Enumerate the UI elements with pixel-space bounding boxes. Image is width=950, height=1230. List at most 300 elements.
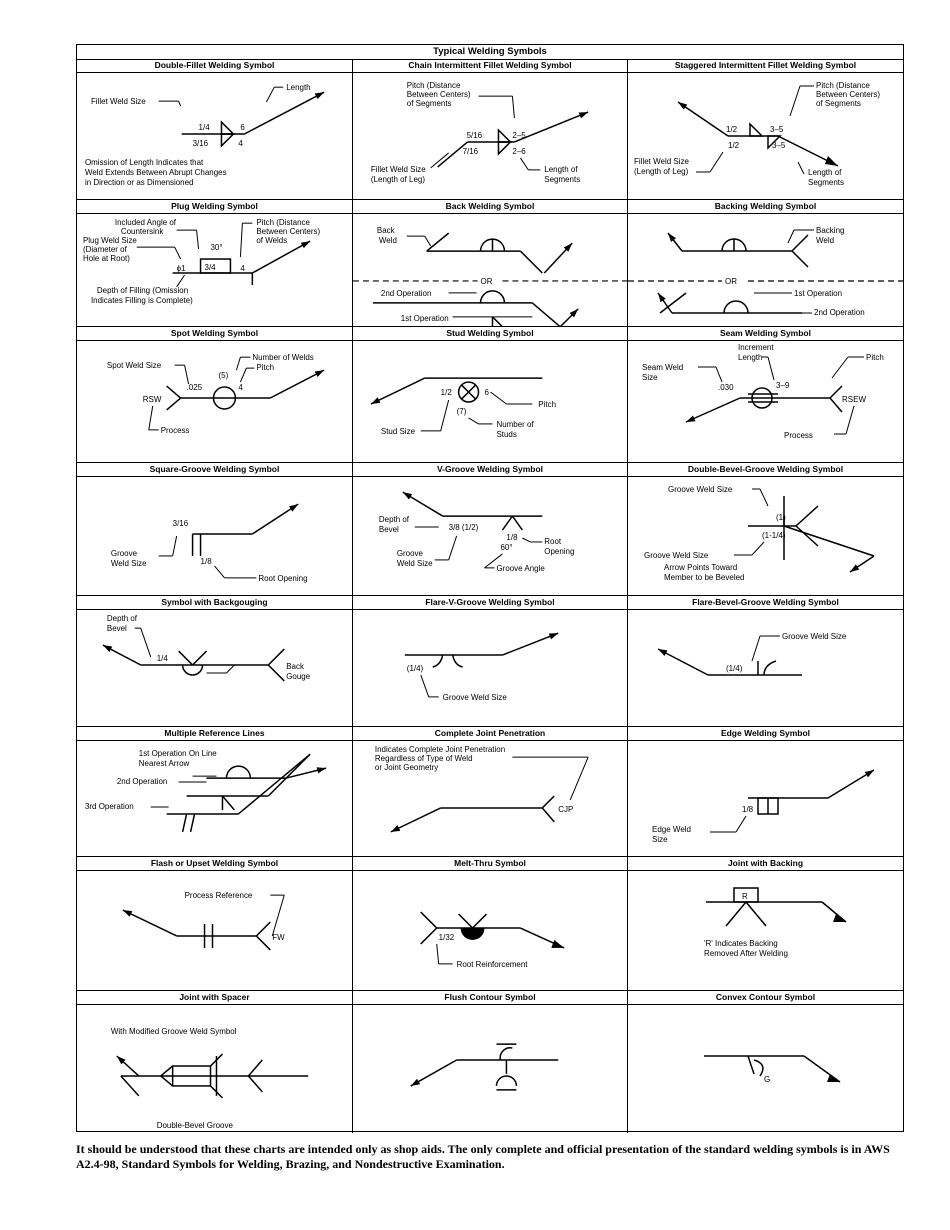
label-t1: 3/16	[172, 519, 189, 529]
cell-back	[353, 200, 628, 327]
cell-flare-bevel-groove	[628, 596, 903, 727]
label-t1: Depth of	[106, 614, 138, 624]
label-t4: 1/2	[726, 125, 738, 134]
symbol-stroke	[240, 223, 242, 257]
symbol-stroke	[833, 914, 846, 922]
label-t10: Groove Angle	[496, 563, 545, 573]
label-t1: Included Angle of	[114, 218, 177, 228]
symbol-stroke	[167, 398, 181, 410]
cell-v-groove	[353, 463, 628, 596]
label-t3: (1-1/4)	[762, 531, 786, 540]
label-t3: 1/4	[198, 123, 210, 133]
label-t2: Between Centers)	[406, 90, 471, 100]
label-t10: Length of	[808, 168, 842, 177]
symbol-stroke	[512, 516, 522, 530]
symbol-stroke	[764, 661, 776, 675]
label-t12: 4	[240, 263, 245, 273]
symbol-stroke	[371, 397, 380, 404]
label-t9: (Length of Leg)	[634, 167, 689, 176]
cell-title: Seam Welding Symbol	[628, 327, 903, 341]
label-t7: Omission of Length Indicates that	[84, 157, 204, 167]
label-t5: Root Opening	[258, 573, 308, 583]
label-t2: Nearest Arrow	[138, 759, 190, 769]
symbol-stroke	[248, 1060, 262, 1076]
symbol-stroke	[103, 645, 112, 652]
symbol-stroke	[520, 158, 528, 170]
label-t5: 60°	[500, 542, 513, 552]
label-t2: Length	[286, 83, 311, 93]
cell-title: Joint with Backing	[628, 857, 903, 871]
symbol-stroke	[678, 102, 687, 110]
label-t3: 3/8 (1/2)	[448, 523, 479, 533]
label-t5: 3–5	[770, 125, 784, 134]
label-t4: 2nd Operation	[380, 288, 432, 298]
symbol-stroke	[226, 766, 250, 778]
chart-title: Typical Welding Symbols	[77, 45, 903, 60]
symbol-diagram-joint-with-backing	[628, 870, 903, 991]
label-t1: Pitch (Distance	[816, 81, 870, 90]
symbol-stroke	[492, 317, 506, 327]
symbol-stroke	[551, 940, 564, 948]
cell-double-bevel-groove	[628, 463, 903, 596]
symbol-stroke	[238, 754, 310, 814]
symbol-stroke	[830, 398, 842, 412]
label-t5: 2–5	[512, 130, 526, 140]
symbol-diagram-plug	[77, 213, 352, 327]
symbol-stroke	[453, 655, 463, 667]
symbol-diagram-joint-with-spacer	[77, 1004, 352, 1133]
symbol-stroke	[421, 912, 437, 928]
symbol-diagram-edge	[628, 740, 903, 857]
symbol-stroke	[268, 649, 284, 665]
footnote: It should be understood that these charts are intended only as shop aids. The only complete and official presentation of the standard welding symbols is in AWS A2.4-98, Standard Symbols for Welding, Brazing, and Nondestructive Examination.	[76, 1142, 890, 1171]
symbol-stroke	[542, 808, 554, 822]
symbol-stroke	[710, 152, 723, 172]
symbol-stroke	[421, 675, 429, 697]
symbol-stroke	[272, 895, 284, 936]
label-t3: OR	[480, 276, 493, 286]
symbol-stroke	[658, 293, 666, 302]
symbol-stroke	[256, 936, 270, 950]
label-t2: Weld	[378, 236, 397, 246]
label-t4: Pitch	[256, 363, 275, 373]
symbol-diagram-chain-intermittent-fillet	[353, 72, 627, 200]
label-t9: Hole at Root)	[82, 254, 130, 264]
label-t5: 2nd Operation	[814, 308, 865, 317]
symbol-diagram-convex-contour	[628, 1004, 903, 1133]
cell-title: Stud Welding Symbol	[353, 327, 627, 341]
label-t6: Member to be Beveled	[664, 573, 745, 582]
label-t5: Size	[642, 373, 658, 382]
label-t3: Size	[652, 835, 668, 844]
label-t1: Increment	[738, 343, 774, 352]
symbol-stroke	[403, 492, 412, 499]
cell-title: Flush Contour Symbol	[353, 991, 627, 1005]
label-t1: Groove Weld Size	[782, 632, 847, 641]
label-t6: .030	[718, 383, 734, 392]
symbol-stroke	[433, 655, 443, 667]
cell-flare-v-groove	[353, 596, 628, 727]
label-t1: 1st Operation On Line	[138, 749, 217, 759]
symbol-stroke	[197, 230, 199, 249]
cell-multiple-reference-lines	[77, 727, 353, 857]
label-t7: Studs	[496, 429, 517, 439]
label-t3: (5)	[218, 371, 229, 381]
label-t6: 7/16	[462, 146, 479, 156]
symbol-stroke	[746, 902, 766, 926]
cell-title: Square-Groove Welding Symbol	[77, 463, 352, 477]
cell-seam	[628, 327, 903, 463]
cell-title: V-Groove Welding Symbol	[353, 463, 627, 477]
symbol-diagram-stud	[353, 340, 627, 463]
symbol-stroke	[846, 406, 854, 434]
symbol-stroke	[570, 757, 588, 800]
symbol-diagram-multiple-reference-lines	[77, 740, 352, 857]
label-t5: 3/16	[192, 138, 209, 148]
symbol-stroke	[179, 651, 193, 665]
symbol-diagram-flare-v-groove	[353, 609, 627, 727]
label-t14: Indicates Filling is Complete)	[90, 295, 193, 305]
symbol-stroke	[315, 370, 324, 377]
label-t7: Opening	[544, 546, 575, 556]
symbol-stroke	[149, 406, 153, 430]
label-t2: 1/8	[200, 556, 212, 566]
cell-flush-contour	[353, 991, 628, 1133]
symbol-stroke	[193, 651, 207, 665]
symbol-stroke	[754, 1060, 763, 1076]
symbol-diagram-backing	[628, 213, 903, 327]
label-t5: of Welds	[256, 236, 288, 246]
symbol-stroke	[520, 251, 542, 273]
symbol-stroke	[221, 134, 233, 146]
label-t2: Spot Weld Size	[106, 361, 162, 371]
cell-title: Flare-Bevel-Groove Welding Symbol	[628, 596, 903, 610]
symbol-stroke	[473, 914, 487, 928]
label-t2: Bevel	[378, 525, 399, 535]
symbol-diagram-staggered-intermittent-fillet	[628, 72, 903, 200]
symbol-stroke	[865, 770, 874, 777]
symbol-stroke	[221, 122, 233, 134]
symbol-stroke	[391, 825, 400, 832]
label-t9: in Direction or as Dimensioned	[84, 177, 194, 187]
cell-flash-or-upset	[77, 857, 353, 991]
label-t1: R	[742, 892, 748, 901]
label-t1: 1/32	[438, 932, 455, 942]
symbol-stroke	[222, 796, 234, 810]
label-t10: Length of	[544, 164, 578, 174]
label-t2: Regardless of Type of Weld	[374, 754, 473, 764]
symbol-stroke	[658, 649, 667, 656]
symbol-stroke	[215, 566, 225, 578]
label-t3: or Joint Geometry	[374, 763, 439, 773]
symbol-stroke	[726, 902, 746, 926]
symbol-stroke	[421, 928, 437, 944]
label-t7: RSW	[142, 394, 162, 404]
label-t5: Gouge	[286, 671, 311, 681]
label-t2: Countersink	[120, 227, 164, 237]
symbol-stroke	[850, 564, 859, 572]
label-t1: Process Reference	[184, 891, 253, 901]
label-t2: (1/4)	[726, 664, 743, 673]
label-t9: Weld Size	[396, 558, 433, 568]
label-t4: Between Centers)	[256, 227, 321, 237]
cell-title: Edge Welding Symbol	[628, 727, 903, 741]
label-t2: FW	[272, 932, 285, 942]
label-t13: Depth of Filling (Omission	[96, 285, 189, 295]
cell-square-groove	[77, 463, 353, 596]
label-t4: 3rd Operation	[84, 801, 134, 811]
symbol-stroke	[191, 814, 195, 832]
symbol-stroke	[750, 124, 762, 136]
cell-joint-with-backing	[628, 857, 903, 991]
label-t7: 3–9	[776, 381, 790, 390]
label-t1: With Modified Groove Weld Symbol	[110, 1027, 237, 1037]
symbol-stroke	[549, 633, 558, 639]
symbol-diagram-complete-joint-penetration	[353, 740, 627, 857]
label-t3: of Segments	[406, 99, 452, 109]
cell-title: Spot Welding Symbol	[77, 327, 352, 341]
label-t6: 30°	[210, 243, 223, 253]
symbol-stroke	[792, 251, 808, 267]
symbol-stroke	[449, 536, 457, 560]
label-t1: 1/2	[440, 388, 452, 398]
symbol-stroke	[830, 386, 842, 398]
symbol-diagram-double-fillet	[77, 72, 352, 200]
symbol-stroke	[790, 86, 800, 116]
symbol-stroke	[724, 301, 748, 313]
symbol-stroke	[796, 506, 818, 526]
label-t4: 5/16	[466, 130, 483, 140]
symbol-stroke	[256, 922, 270, 936]
symbol-stroke	[161, 1076, 173, 1086]
cell-title: Melt-Thru Symbol	[353, 857, 627, 871]
label-t3: Groove	[110, 548, 138, 558]
symbol-stroke	[183, 665, 203, 675]
label-t4: Pitch	[538, 399, 557, 409]
symbol-stroke	[175, 247, 181, 259]
cell-joint-with-spacer	[77, 991, 353, 1133]
symbol-diagram-back	[353, 213, 627, 327]
symbol-diagram-flare-bevel-groove	[628, 609, 903, 727]
symbol-stroke	[736, 816, 746, 832]
symbol-diagram-seam	[628, 340, 903, 463]
label-t1: Backing	[816, 226, 845, 235]
label-t3: of Segments	[816, 99, 861, 108]
symbol-stroke	[317, 767, 326, 773]
label-t4: 1st Operation	[794, 289, 843, 298]
symbol-stroke	[481, 291, 505, 303]
label-t7: 3–5	[772, 141, 786, 150]
symbol-stroke	[502, 633, 558, 655]
symbol-stroke	[822, 902, 846, 922]
symbol-stroke	[490, 392, 506, 404]
cell-stud	[353, 327, 628, 463]
symbol-stroke	[788, 230, 794, 243]
symbol-stroke	[240, 368, 246, 382]
cell-title: Chain Intermittent Fillet Welding Symbol	[353, 59, 627, 73]
cell-staggered-intermittent-fillet	[628, 59, 903, 200]
symbol-stroke	[760, 489, 768, 506]
symbol-stroke	[123, 910, 132, 917]
label-t6: 4	[238, 138, 243, 148]
symbol-stroke	[167, 386, 181, 398]
symbol-stroke	[179, 101, 181, 106]
label-t9: Process	[784, 431, 813, 440]
symbol-stroke	[512, 96, 514, 118]
label-t1: Pitch (Distance	[406, 81, 461, 91]
label-t1: G	[764, 1075, 771, 1084]
label-t6: Number of	[496, 419, 534, 429]
symbol-diagram-flush-contour	[353, 1004, 627, 1133]
label-t2: (1)	[776, 513, 786, 522]
label-t7: Plug Weld Size	[82, 236, 137, 246]
symbol-stroke	[244, 92, 324, 134]
symbol-stroke	[270, 370, 324, 398]
label-t1: Groove Weld Size	[668, 485, 733, 494]
label-t3: 1/4	[156, 654, 168, 664]
label-t2: Bevel	[106, 624, 127, 634]
symbol-stroke	[579, 112, 588, 118]
symbol-stroke	[832, 357, 848, 378]
label-t4: Seam Weld	[642, 363, 684, 372]
symbol-stroke	[498, 130, 510, 142]
symbol-stroke	[469, 418, 479, 424]
cell-title: Double-Bevel-Groove Welding Symbol	[628, 463, 903, 477]
label-t6: 1/2	[728, 141, 740, 150]
label-t3: Pitch	[866, 353, 884, 362]
symbol-stroke	[252, 241, 310, 273]
cell-edge	[628, 727, 903, 857]
label-t1: Indicates Complete Joint Penetration	[374, 745, 506, 755]
label-t8: (Diameter of	[82, 245, 127, 255]
symbol-stroke	[441, 400, 449, 431]
symbol-diagram-spot	[77, 340, 352, 463]
label-t2: Length	[738, 353, 763, 362]
label-t8: Fillet Weld Size	[634, 157, 689, 166]
cell-convex-contour	[628, 991, 903, 1133]
label-t1: Fillet Weld Size	[90, 97, 146, 107]
label-t2: 'R' Indicates Backing	[704, 939, 778, 948]
symbol-diagram-flash-or-upset	[77, 870, 352, 991]
symbol-stroke	[532, 303, 560, 327]
symbol-stroke	[121, 1076, 139, 1096]
symbol-stroke	[248, 1076, 262, 1092]
welding-symbols-chart	[76, 44, 904, 1132]
symbol-stroke	[461, 928, 485, 940]
label-t11: 3/4	[204, 263, 216, 272]
label-t4: Groove Weld Size	[644, 551, 709, 560]
symbol-stroke	[437, 944, 439, 964]
label-t4: CJP	[558, 804, 574, 814]
label-t9: (Length of Leg)	[370, 174, 425, 184]
symbol-grid	[77, 59, 903, 1131]
symbol-stroke	[752, 542, 764, 555]
symbol-diagram-square-groove	[77, 476, 352, 596]
symbol-stroke	[542, 796, 554, 808]
label-t2: 6	[484, 388, 489, 398]
label-t4: Back	[286, 661, 304, 671]
symbol-stroke	[496, 1076, 516, 1086]
symbol-stroke	[268, 754, 310, 796]
symbol-diagram-v-groove	[353, 476, 627, 596]
symbol-stroke	[427, 233, 449, 251]
symbol-stroke	[289, 504, 298, 512]
cell-title: Staggered Intermittent Fillet Welding Symbol	[628, 59, 903, 73]
symbol-diagram-double-bevel-groove	[628, 476, 903, 596]
cell-melt-thru	[353, 857, 628, 991]
cell-complete-joint-penetration	[353, 727, 628, 857]
label-t8: Fillet Weld Size	[370, 164, 426, 174]
symbol-stroke	[716, 367, 722, 382]
symbol-stroke	[411, 1079, 420, 1086]
label-t5: .025	[186, 383, 203, 393]
cell-double-fillet	[77, 59, 353, 200]
cell-title: Convex Contour Symbol	[628, 991, 903, 1005]
label-t2: Double-Bevel Groove	[156, 1120, 233, 1130]
label-t2: Root Reinforcement	[456, 959, 528, 969]
label-t1: Back	[376, 226, 395, 236]
symbol-stroke	[502, 516, 512, 530]
cell-plug	[77, 200, 353, 327]
symbol-stroke	[678, 102, 728, 136]
label-t6: 4	[238, 383, 243, 393]
symbol-stroke	[792, 235, 808, 251]
label-t7: 2–6	[512, 146, 526, 156]
cell-title: Complete Joint Penetration	[353, 727, 627, 741]
symbol-diagram-melt-thru	[353, 870, 627, 991]
label-t2: Edge Weld	[652, 825, 691, 834]
label-t6: Root	[544, 536, 562, 546]
label-t3: OR	[725, 277, 737, 286]
cell-chain-intermittent-fillet	[353, 59, 628, 200]
cell-title: Back Welding Symbol	[353, 200, 627, 214]
label-t5: Stud Size	[380, 426, 416, 436]
cell-title: Joint with Spacer	[77, 991, 352, 1005]
cell-title: Flare-V-Groove Welding Symbol	[353, 596, 627, 610]
symbol-stroke	[266, 87, 274, 102]
label-t5: Arrow Points Toward	[664, 563, 738, 572]
cell-backing	[628, 200, 903, 327]
symbol-stroke	[173, 536, 177, 556]
cell-title: Backing Welding Symbol	[628, 200, 903, 214]
label-t2: Between Centers)	[816, 90, 881, 99]
cell-backgouging	[77, 596, 353, 727]
symbol-stroke	[784, 526, 874, 556]
label-t10: ϕ1	[176, 263, 186, 273]
symbol-stroke	[827, 1074, 840, 1082]
symbol-stroke	[301, 241, 310, 248]
label-t2: Weld	[816, 236, 835, 245]
symbol-stroke	[315, 92, 324, 99]
cell-spot	[77, 327, 353, 463]
symbol-stroke	[768, 357, 774, 380]
label-t1: (1/4)	[406, 663, 424, 673]
label-t8: Weld Extends Between Abrupt Changes	[84, 167, 227, 177]
label-t1: Depth of	[378, 515, 410, 525]
symbol-stroke	[522, 538, 530, 542]
symbol-stroke	[686, 415, 696, 422]
label-t8: RSEW	[842, 395, 866, 404]
symbol-stroke	[748, 1056, 754, 1074]
symbol-stroke	[660, 293, 686, 313]
label-t3: (7)	[456, 406, 467, 416]
symbol-stroke	[226, 665, 234, 673]
label-t1: 1/8	[742, 805, 754, 814]
label-t4: Weld Size	[110, 558, 147, 568]
label-t8: Groove	[396, 548, 423, 558]
label-t3: Pitch (Distance	[256, 218, 310, 228]
symbol-stroke	[514, 112, 588, 142]
